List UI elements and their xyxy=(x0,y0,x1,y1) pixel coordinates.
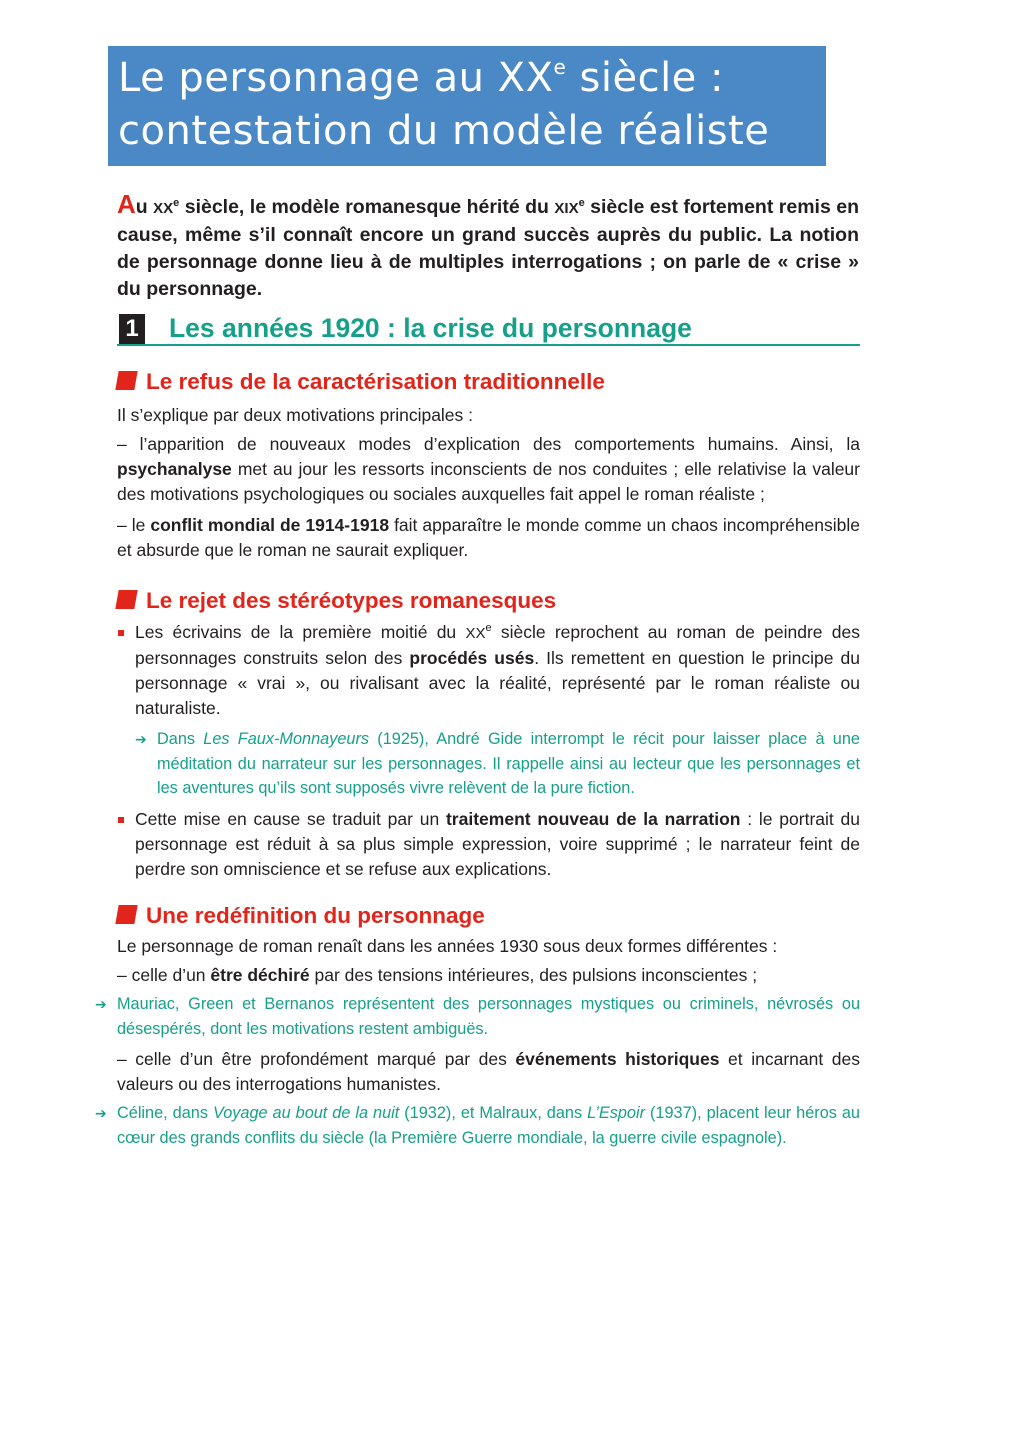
red-square-marker-icon xyxy=(115,905,137,924)
arrow-right-icon: ➔ xyxy=(95,1105,107,1121)
sub1-item-2: – le conflit mondial de 1914-1918 fait apparaître le monde comme un chaos incompréhensible et absurde que le roman ne saurait expliquer. xyxy=(117,515,861,560)
sub2-bullet-2: Cette mise en cause se traduit par un traitement nouveau de la narration : le portrait du personnage est réduit à sa plus simple expression, voire supprimé ; le narrateur feint de perdre son omniscience et se refuse aux explications. xyxy=(117,807,860,882)
sub2-content xyxy=(117,620,860,888)
subheading-redefinition: Une redéfinition du personnage xyxy=(117,901,485,931)
bullet-square-icon xyxy=(118,817,124,823)
arrow-right-icon: ➔ xyxy=(135,731,147,747)
section-number-badge: 1 xyxy=(119,314,145,344)
title-line-1: Le personnage au XXe siècle : xyxy=(118,55,724,101)
bullet-square-icon xyxy=(118,630,124,636)
title-line-2: contestation du modèle réaliste xyxy=(118,108,770,154)
sub3-content xyxy=(95,934,860,1156)
sub3-item-1: – celle d’un être déchiré par des tensions intérieures, des pulsions inconscientes ; xyxy=(117,965,758,985)
sub1-content xyxy=(117,403,860,569)
red-square-marker-icon xyxy=(115,590,137,609)
subheading-refus: Le refus de la caractérisation traditionnelle xyxy=(117,367,605,397)
sub1-lead: Il s’explique par deux motivations principales : xyxy=(117,405,474,425)
sub3-lead: Le personnage de roman renaît dans les années 1930 sous deux formes différentes : xyxy=(117,936,778,956)
sub3-example-mauriac: ➔ Mauriac, Green et Bernanos représentent des personnages mystiques ou criminels, névrosés ou désespérés, dont les motivations restent ambiguës. xyxy=(117,992,860,1041)
intro-paragraph: Au XXe siècle, le modèle romanesque hérité du XIXe siècle est fortement remis en cause, même s’il connaît encore un grand succès auprès du public. La notion de personnage donne lieu à de multiples interrogations ; on parle de « crise » du personnage. xyxy=(117,189,859,300)
section-1-heading xyxy=(117,310,860,346)
subheading-rejet: Le rejet des stéréotypes romanesques xyxy=(117,586,556,616)
red-square-marker-icon xyxy=(115,371,137,390)
sub3-example-celine: ➔ Céline, dans Voyage au bout de la nuit (1932), et Malraux, dans L’Espoir (1937), placent leur héros au cœur des grands conflits du siècle (la Première Guerre mondiale, la guerre civile espagnole). xyxy=(117,1101,860,1150)
sub2-bullet-1: Les écrivains de la première moitié du XXe siècle reprochent au roman de peindre des personnages construits selon des procédés usés. Ils remettent en question le principe du personnage « vrai », ou rivalisant avec la réalité, représenté par le roman réaliste ou naturaliste. xyxy=(117,620,860,721)
sub1-item-1: – l’apparition de nouveaux modes d’explication des comportements humains. Ainsi, la psychanalyse met au jour les ressorts inconscients de nos conduites ; elle relativise la valeur des motivations psychologiques ou sociales auxquelles fait appel le roman réaliste ; xyxy=(117,434,860,504)
sub3-item-2: – celle d’un être profondément marqué par des événements historiques et incarnant des valeurs ou des interrogations humanistes. xyxy=(117,1049,860,1094)
page-title xyxy=(108,46,826,166)
arrow-right-icon: ➔ xyxy=(95,996,107,1012)
sub2-example-gide: ➔ Dans Les Faux-Monnayeurs (1925), André Gide interrompt le récit pour laisser place à une méditation du narrateur sur les personnages. Il rappelle ainsi au lecteur que les personnages et les aventures qu’ils sont supposés vivre relèvent de la pure fiction. xyxy=(157,727,860,801)
section-title: Les années 1920 : la crise du personnage xyxy=(169,313,692,343)
drop-cap: A xyxy=(117,189,136,219)
